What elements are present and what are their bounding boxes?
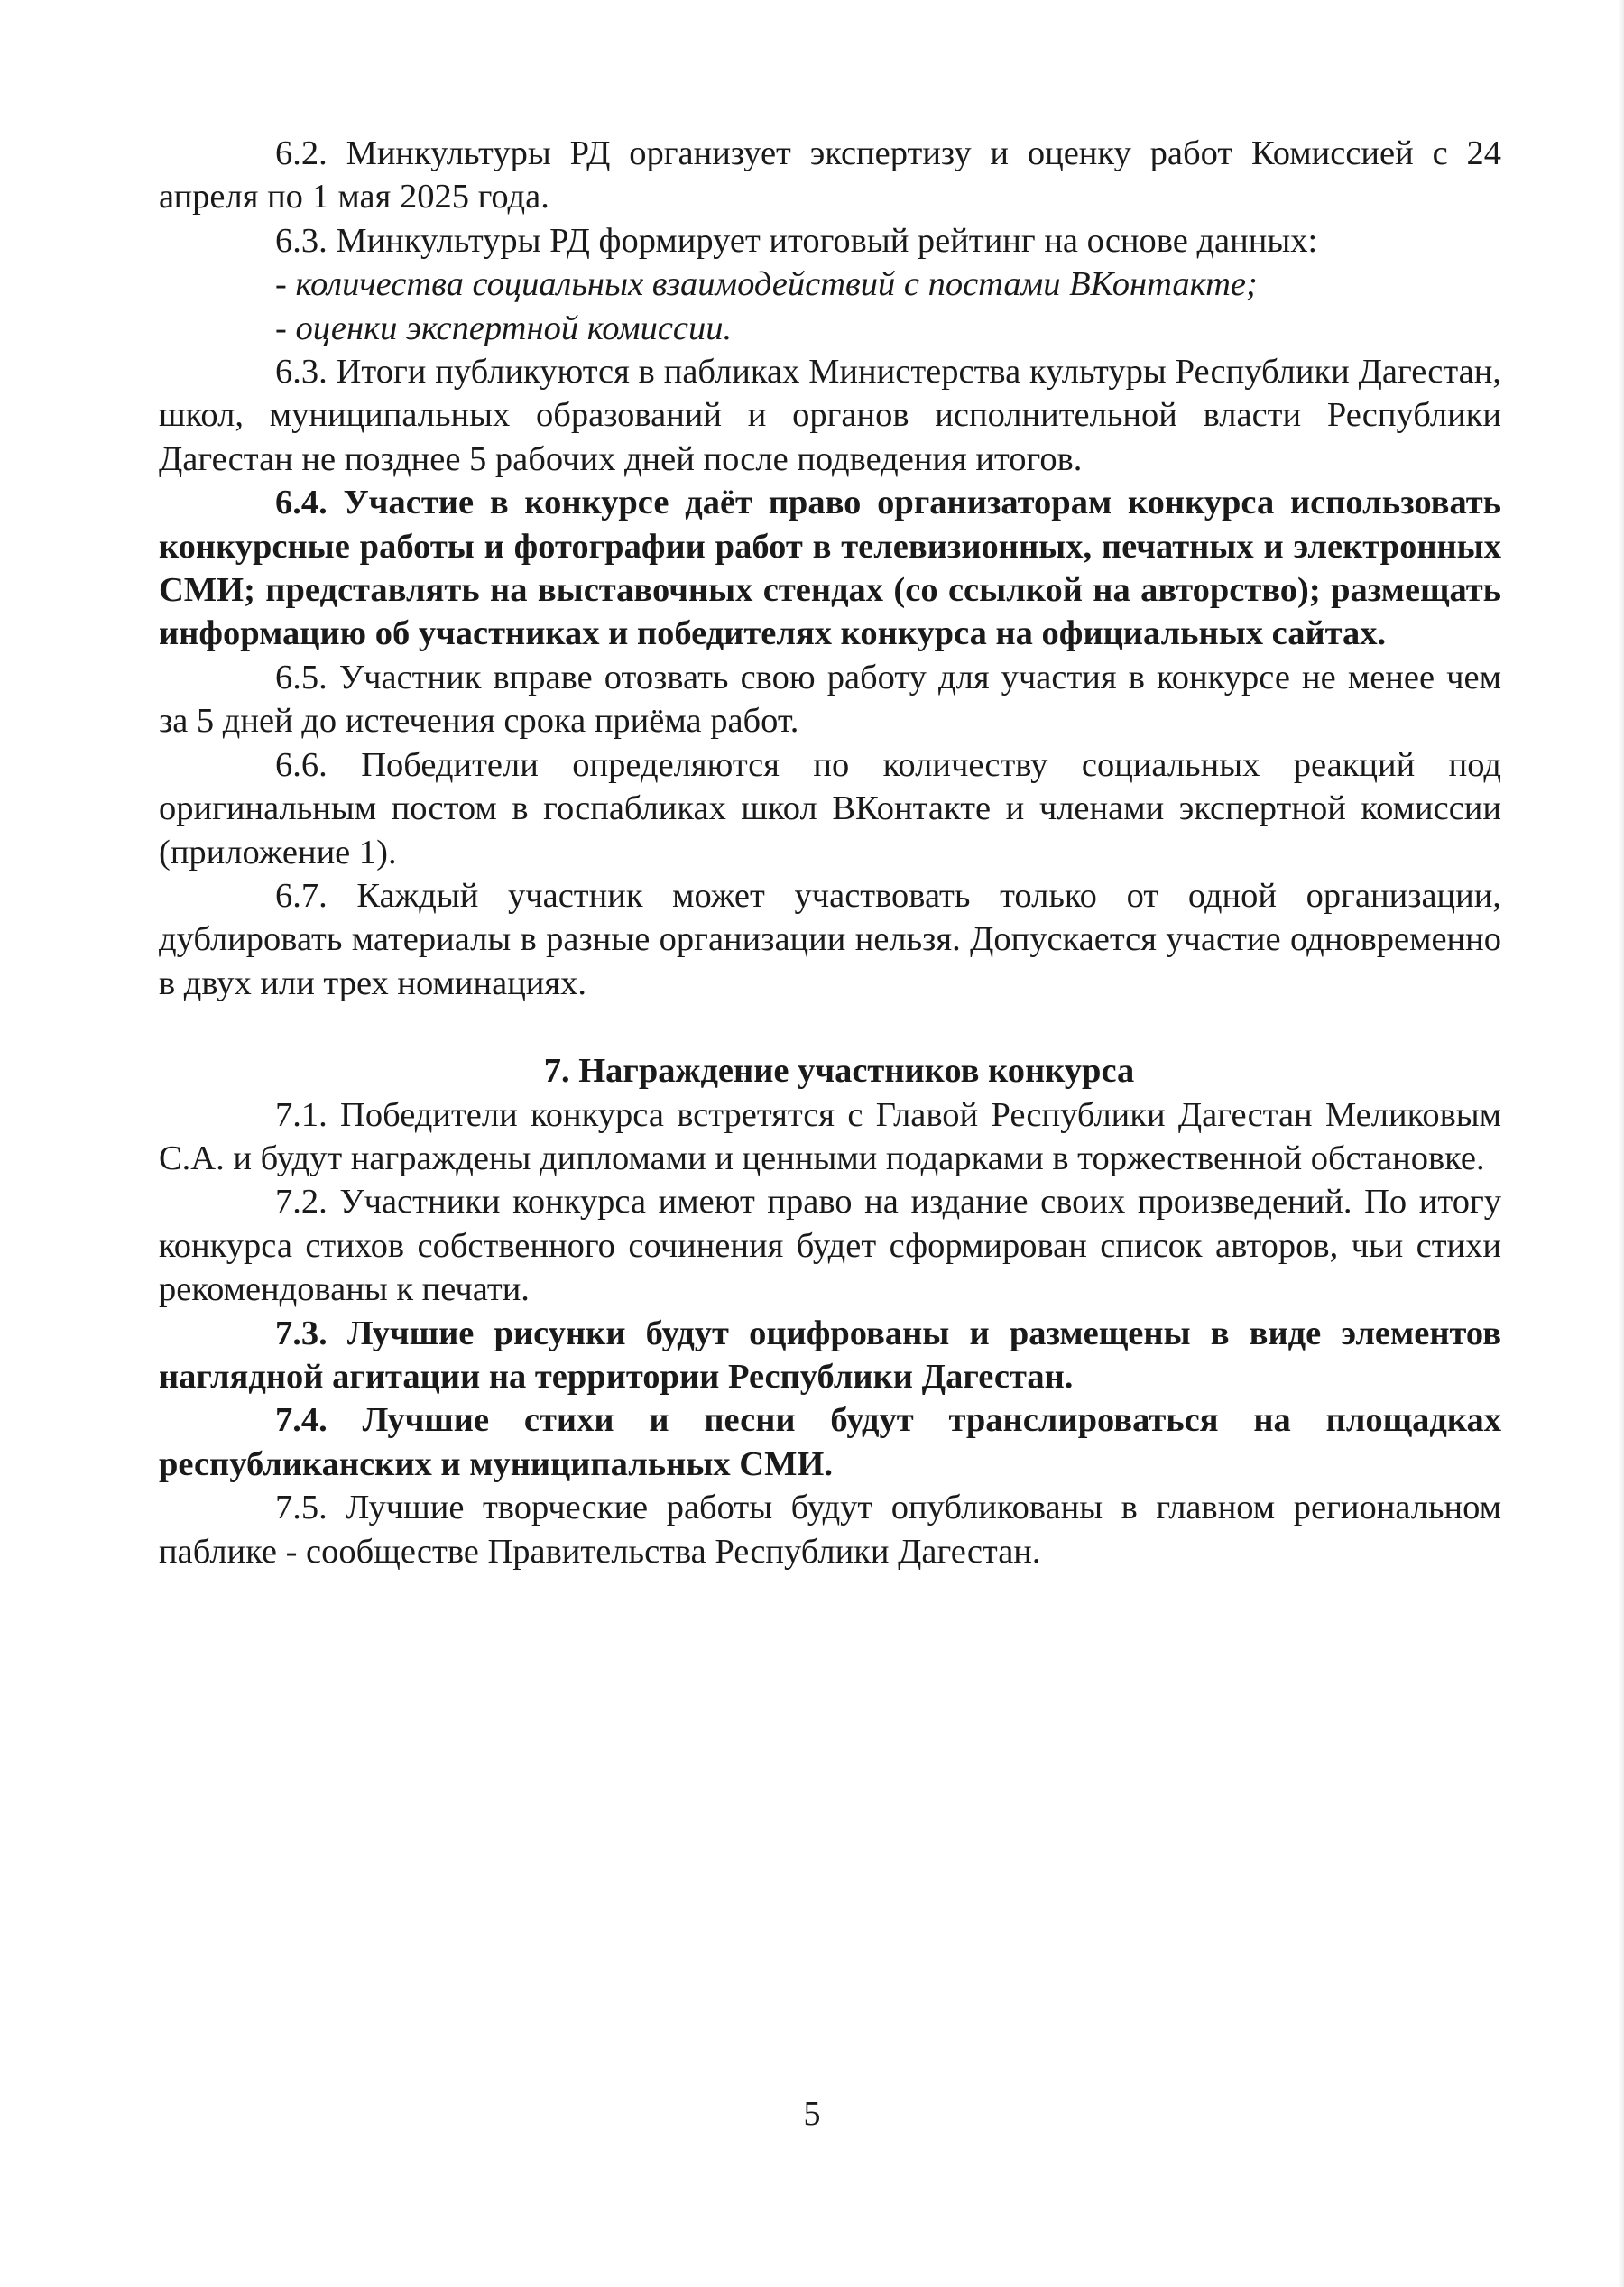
paragraph-6-2: 6.2. Минкультуры РД организует экспертизу и оценку работ Комиссией с 24 апреля по 1 мая 2025 года. — [159, 134, 1501, 217]
paragraph-6-5: 6.5. Участник вправе отозвать свою работу для участия в конкурсе не менее чем за 5 дней до истечения срока приёма работ. — [159, 658, 1501, 741]
paragraph-7-5: 7.5. Лучшие творческие работы будут опубликованы в главном региональном паблике - сообществе Правительства Республики Дагестан. — [159, 1489, 1501, 1571]
section-spacer — [159, 1005, 1501, 1049]
document-body — [159, 132, 1501, 1573]
paragraph-7-3: 7.3. Лучшие рисунки будут оцифрованы и размещены в виде элементов наглядной агитации на территории Республики Дагестан. — [159, 1314, 1501, 1396]
paragraph-6-4: 6.4. Участие в конкурсе даёт право организаторам конкурса использовать конкурсные работы и фотографии работ в телевизионных, печатных и электронных СМИ; представлять на выставочных стендах (со ссылкой на авторство); размещать информацию об участниках и победителях конкурса на официальных сайтах. — [159, 484, 1501, 653]
list-item-expert-evaluation: - оценки экспертной комиссии. — [275, 309, 733, 347]
paragraph-6-3-results: 6.3. Итоги публикуются в пабликах Министерства культуры Республики Дагестан, школ, муниципальных образований и органов исполнительной власти Республики Дагестан не позднее 5 рабочих дней после подведения итогов. — [159, 353, 1501, 478]
paragraph-6-3-rating: 6.3. Минкультуры РД формирует итоговый рейтинг на основе данных: — [275, 221, 1318, 260]
paragraph-7-4: 7.4. Лучшие стихи и песни будут транслироваться на площадках республиканских и муниципальных СМИ. — [159, 1401, 1501, 1483]
paragraph-7-1: 7.1. Победители конкурса встретятся с Главой Республики Дагестан Меликовым С.А. и будут награждены дипломами и ценными подарками в торжественной обстановке. — [159, 1095, 1501, 1177]
section-7-heading: 7. Награждение участников конкурса — [543, 1052, 1135, 1091]
paragraph-6-6: 6.6. Победители определяются по количеству социальных реакций под оригинальным постом в госпабликах школ ВКонтакте и членами экспертной комиссии (приложение 1). — [159, 745, 1501, 871]
page-number: 5 — [803, 2095, 821, 2133]
paragraph-7-2: 7.2. Участники конкурса имеют право на издание своих произведений. По итогу конкурса стихов собственного сочинения будет сформирован список авторов, чьи стихи рекомендованы к печати. — [159, 1183, 1501, 1309]
paragraph-6-7: 6.7. Каждый участник может участвовать только от одной организации, дублировать материалы в разные организации нельзя. Допускается участие одновременно в двух или трех номинациях. — [159, 876, 1501, 1002]
list-item-social-interactions: - количества социальных взаимодействий с постами ВКонтакте; — [275, 265, 1258, 304]
scan-edge-shadow — [1619, 0, 1624, 2287]
